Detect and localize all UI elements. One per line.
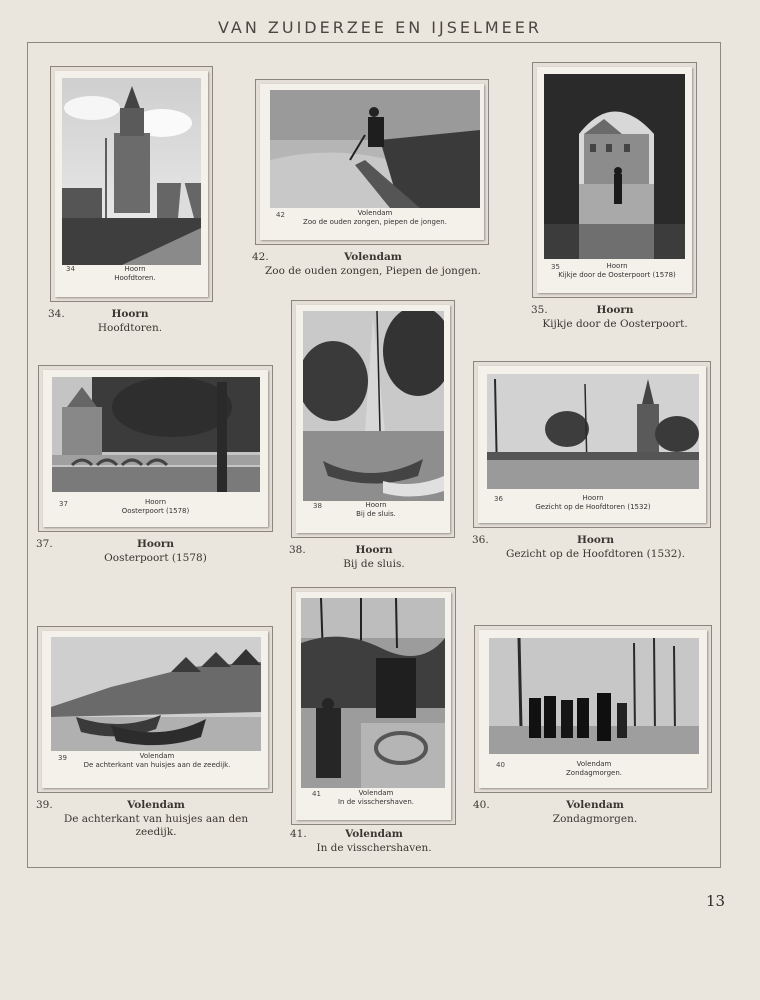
photo-hoorn-sluis	[303, 311, 444, 501]
page-title: VAN ZUIDERZEE EN IJSELMEER	[217, 18, 543, 37]
album-caption-39	[46, 799, 266, 840]
album-place: Hoorn	[576, 534, 615, 546]
card-number: 40	[496, 761, 505, 769]
album-number: 34.	[48, 308, 65, 320]
album-number: 35.	[531, 304, 548, 316]
album-place: Hoorn	[136, 538, 175, 550]
card-caption	[519, 760, 669, 777]
card-caption	[73, 498, 238, 515]
album-caption-41	[298, 828, 450, 855]
album-title: Hoofdtoren.	[97, 321, 163, 334]
card-title: In de visschershaven.	[337, 797, 415, 806]
card-34[interactable]	[55, 71, 208, 297]
card-place: Volendam	[139, 752, 175, 760]
card-title: Hoofdtoren.	[114, 273, 156, 282]
album-number: 36.	[472, 534, 489, 546]
card-place: Hoorn	[606, 262, 628, 270]
card-caption	[321, 501, 431, 518]
card-number: 34	[66, 265, 75, 273]
album-title: Kijkje door de Oosterpoort.	[542, 317, 688, 330]
card-caption	[280, 209, 470, 226]
page-number: 13	[706, 892, 726, 910]
card-number: 41	[312, 790, 321, 798]
card-title: De achterkant van huisjes aan de zeedijk.	[83, 760, 231, 769]
card-39[interactable]	[42, 631, 268, 788]
card-title: Bij de sluis.	[356, 509, 396, 518]
card-35[interactable]	[537, 67, 692, 293]
card-place: Volendam	[576, 760, 612, 768]
album-number: 38.	[289, 544, 306, 556]
photo-volendam-boat	[270, 90, 480, 208]
album-title: Zondagmorgen.	[552, 812, 638, 825]
card-place: Volendam	[358, 789, 394, 797]
photo-volendam-zondagmorgen	[489, 638, 699, 754]
card-place: Hoorn	[365, 501, 387, 509]
album-title: Gezicht op de Hoofdtoren (1532).	[506, 547, 685, 560]
card-number: 35	[551, 263, 560, 271]
album-place: Volendam	[566, 799, 624, 811]
photo-hoorn-hoofdtoren-harbour	[487, 374, 699, 489]
card-title: Oosterpoort (1578)	[121, 506, 190, 515]
album-number: 42.	[252, 251, 269, 263]
album-title: In de visschershaven.	[316, 841, 432, 854]
album-number: 37.	[36, 538, 53, 550]
card-caption	[321, 789, 431, 806]
card-41[interactable]	[296, 592, 451, 820]
card-caption	[62, 752, 252, 769]
card-place: Volendam	[357, 209, 393, 217]
album-place: Volendam	[345, 828, 403, 840]
card-place: Hoorn	[582, 494, 604, 502]
album-caption-36	[483, 534, 708, 561]
card-number: 38	[313, 502, 322, 510]
card-place: Hoorn	[144, 498, 167, 506]
card-caption	[518, 494, 668, 511]
card-place: Hoorn	[124, 265, 146, 273]
photo-volendam-huisjes	[51, 637, 261, 751]
album-caption-37	[43, 538, 268, 565]
album-title: Oosterpoort (1578)	[104, 551, 207, 564]
card-title: Zondagmorgen.	[566, 768, 622, 777]
album-caption-35	[540, 304, 690, 331]
album-title: Zoo de ouden zongen, Piepen de jongen.	[265, 264, 481, 277]
card-number: 36	[494, 495, 503, 503]
album-place: Volendam	[127, 799, 185, 811]
album-number: 41.	[290, 828, 307, 840]
album-title: Bij de sluis.	[343, 557, 405, 570]
card-number: 37	[59, 500, 68, 508]
card-number: 42	[276, 211, 285, 219]
card-title: Zoo de ouden zongen, piepen de jongen.	[303, 217, 447, 226]
album-caption-38	[298, 544, 450, 571]
card-42[interactable]	[260, 84, 484, 240]
card-38[interactable]	[296, 305, 450, 533]
photo-hoorn-oosterpoort-view	[544, 74, 685, 259]
album-place: Hoorn	[596, 304, 634, 316]
album-caption-42	[262, 251, 484, 278]
photo-hoorn-hoofdtoren	[62, 78, 201, 265]
album-number: 40.	[473, 799, 490, 811]
card-37[interactable]	[43, 370, 268, 527]
card-title: Kijkje door de Oosterpoort (1578)	[558, 270, 676, 279]
album-place: Hoorn	[111, 308, 149, 320]
card-40[interactable]	[479, 630, 707, 788]
card-caption	[75, 265, 195, 282]
photo-volendam-visschershaven	[301, 598, 445, 788]
album-caption-40	[485, 799, 705, 826]
album-place: Hoorn	[355, 544, 393, 556]
card-caption	[547, 262, 687, 279]
card-36[interactable]	[478, 366, 706, 523]
album-number: 39.	[36, 799, 53, 811]
album-title: De achterkant van huisjes aan den zeedijk.	[63, 812, 249, 838]
card-title: Gezicht op de Hoofdtoren (1532)	[535, 502, 651, 511]
card-number: 39	[58, 754, 67, 762]
album-caption-34	[55, 308, 205, 335]
album-place: Volendam	[344, 251, 402, 263]
photo-hoorn-oosterpoort-bridge	[52, 377, 260, 492]
